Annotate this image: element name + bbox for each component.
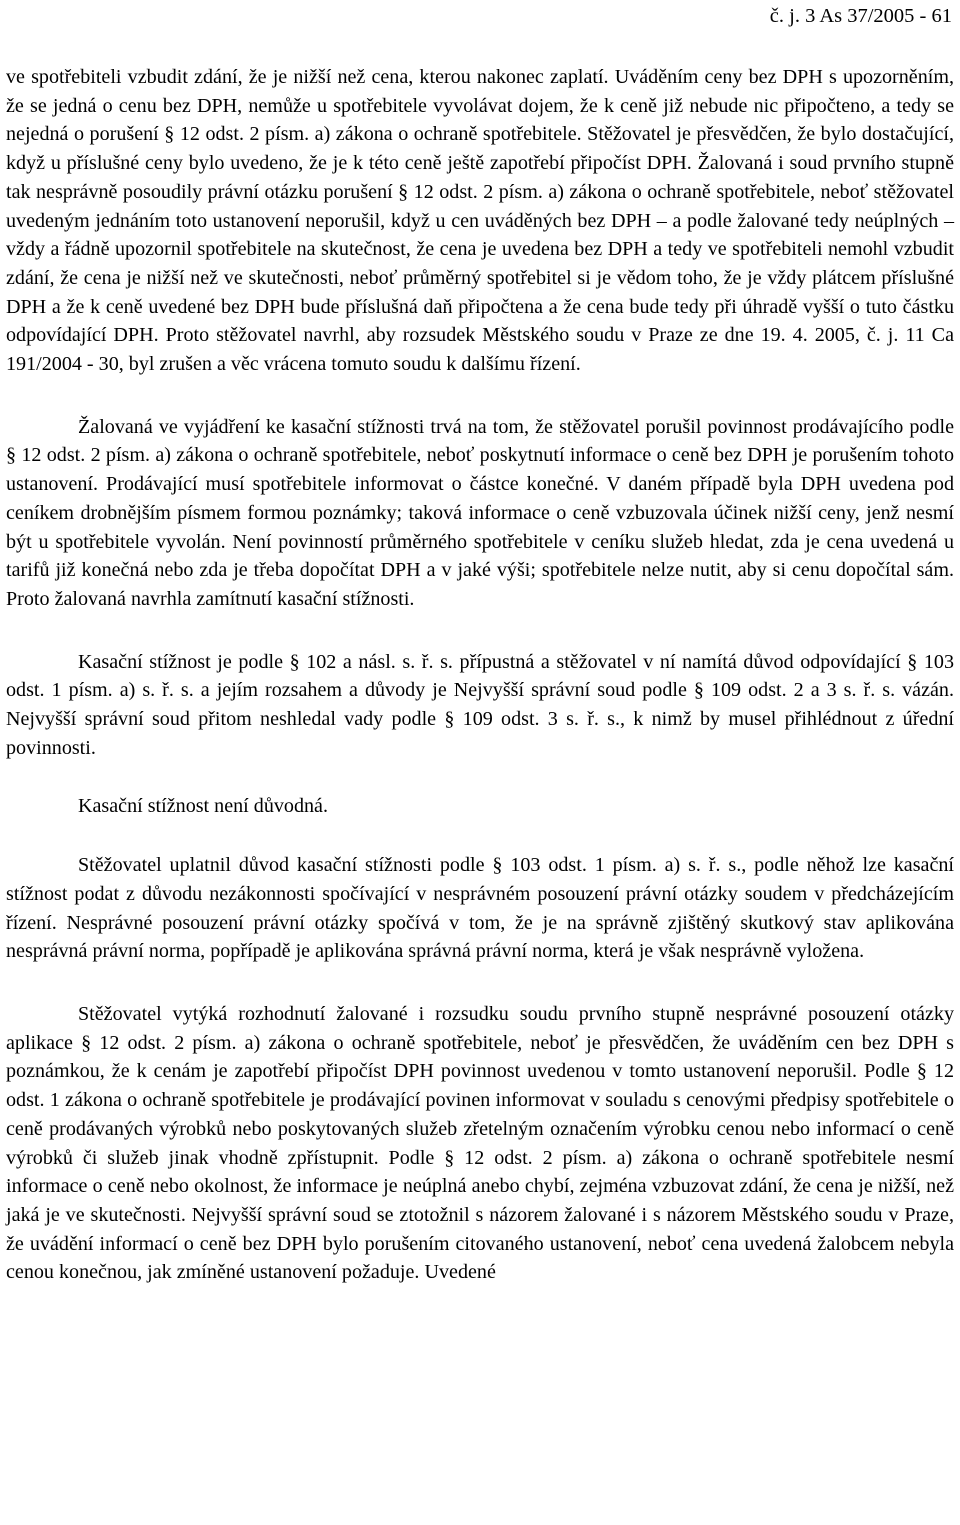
paragraph-complainant-arguments: ve spotřebiteli vzbudit zdání, že je nižší než cena, kterou nakonec zaplatí. Uváděním ceny bez DPH s upozorněním, že se jedná o cenu bez DPH, nemůže u spotřebitele vyvolávat dojem, že k ceně již nebude nic připočteno, a tedy se nejedná o porušení § 12 odst. 2 písm. a) zákona o ochraně spotřebitele. Stěžovatel je přesvědčen, že bylo dostačující, když u příslušné ceny bylo uvedeno, že je k této ceně ještě zapotřebí připočíst DPH. Žalovaná i soud prvního stupně tak nesprávně posoudily právní otázku porušení § 12 odst. 2 písm. a) zákona o ochraně spotřebitele, neboť stěžovatel uvedeným jednáním toto ustanovení neporušil, když u cen uváděných bez DPH – a podle žalované tedy neúplných – vždy a řádně upozornil spotřebitele na skutečnost, že cena je uvedena bez DPH a tedy ve spotřebiteli nemohl vzbudit zdání, že cena je nižší než ve skutečnosti, neboť průměrný spotřebitel si je vědom toho, že je vždy plátcem příslušné DPH a že k ceně uvedené bez DPH bude příslušná daň připočtena a že cena bude tedy při úhradě vyšší o tuto částku odpovídající DPH. Proto stěžovatel navrhl, aby rozsudek Městského soudu v Praze ze dne 19. 4. 2005, č. j. 11 Ca 191/2004 - 30, byl zrušen a věc vrácena tomuto soudu k dalšímu řízení. bbox=[6, 66, 954, 376]
paragraph-defendant-statement: Žalovaná ve vyjádření ke kasační stížnosti trvá na tom, že stěžovatel porušil povinnost prodávajícího podle § 12 odst. 2 písm. a) zákona o ochraně spotřebitele, neboť poskytnutí informace o ceně bez DPH je porušením tohoto ustanovení. Prodávající musí spotřebitele informovat o částce konečné. V daném případě byla DPH uvedena pod ceníkem drobnějším písmem formou poznámky; taková informace o ceně vzbuzovala účinek nižší ceny, jenž nesmí být u spotřebitele vyvolán. Není povinností průměrného spotřebitele v ceníku služeb hledat, zda je cena uvedená u tarifů již konečná nebo zda je třeba dopočítat DPH a v jaké výši; spotřebitele nelze nutit, aby si cenu dopočítal sám. Proto žalovaná navrhla zamítnutí kasační stížnosti. bbox=[6, 415, 954, 610]
paragraph-cassation-ground: Stěžovatel uplatnil důvod kasační stížnosti podle § 103 odst. 1 písm. a) s. ř. s., podle něhož lze kasační stížnost podat z důvodu nezákonnosti spočívající v nesprávném posouzení právní otázky soudem v předcházejícím řízení. Nesprávné posouzení právní otázky spočívá v tom, že je na správně zjištěný skutkový stav aplikována nesprávná právní norma, popřípadě je aplikována správná právní norma, která je však nesprávně vyložena. bbox=[6, 854, 954, 963]
paragraph-court-reasoning: Stěžovatel vytýká rozhodnutí žalované i rozsudku soudu prvního stupně nesprávné posouzení otázky aplikace § 12 odst. 2 písm. a) zákona o ochraně spotřebitele, neboť je přesvědčen, že uváděním cen bez DPH s poznámkou, že k cenám je zapotřebí připočíst DPH povinnost uvedenou v tomto ustanovení neporušil. Podle § 12 odst. 1 zákona o ochraně spotřebitele je prodávající povinen informovat v souladu s cenovými předpisy spotřebitele o ceně prodávaných výrobků nebo poskytovaných služeb zřetelným označením výrobku cenou nebo informací o ceně výrobků či služeb jinak vhodně zpřístupnit. Podle § 12 odst. 2 písm. a) zákona o ochraně spotřebitele nesmí informace o ceně nebo okolnost, že informace je neúplná anebo chybí, zejména vzbuzovat zdání, že cena je nižší, než jaká je ve skutečnosti. Nejvyšší správní soud se ztotožnil s názorem žalované i s názorem Městského soudu v Praze, že uvádění informací o ceně bez DPH bylo porušením citovaného ustanovení, neboť cena uvedená žalobcem nebyla cenou konečnou, jak zmíněné ustanovení požaduje. Uvedené bbox=[6, 1002, 954, 1284]
case-number-header: č. j. 3 As 37/2005 - 61 bbox=[769, 5, 952, 27]
document-body bbox=[6, 63, 954, 1287]
paragraph-conclusion: Kasační stížnost není důvodná. bbox=[78, 795, 329, 818]
paragraph-admissibility: Kasační stížnost je podle § 102 a násl. s. ř. s. přípustná a stěžovatel v ní namítá důvod odpovídající § 103 odst. 1 písm. a) s. ř. s. a jejím rozsahem a důvody je Nejvyšší správní soud podle § 109 odst. 2 a 3 s. ř. s. vázán. Nejvyšší správní soud přitom neshledal vady podle § 109 odst. 3 s. ř. s., k nimž by musel přihlédnout z úřední povinnosti. bbox=[6, 650, 954, 759]
